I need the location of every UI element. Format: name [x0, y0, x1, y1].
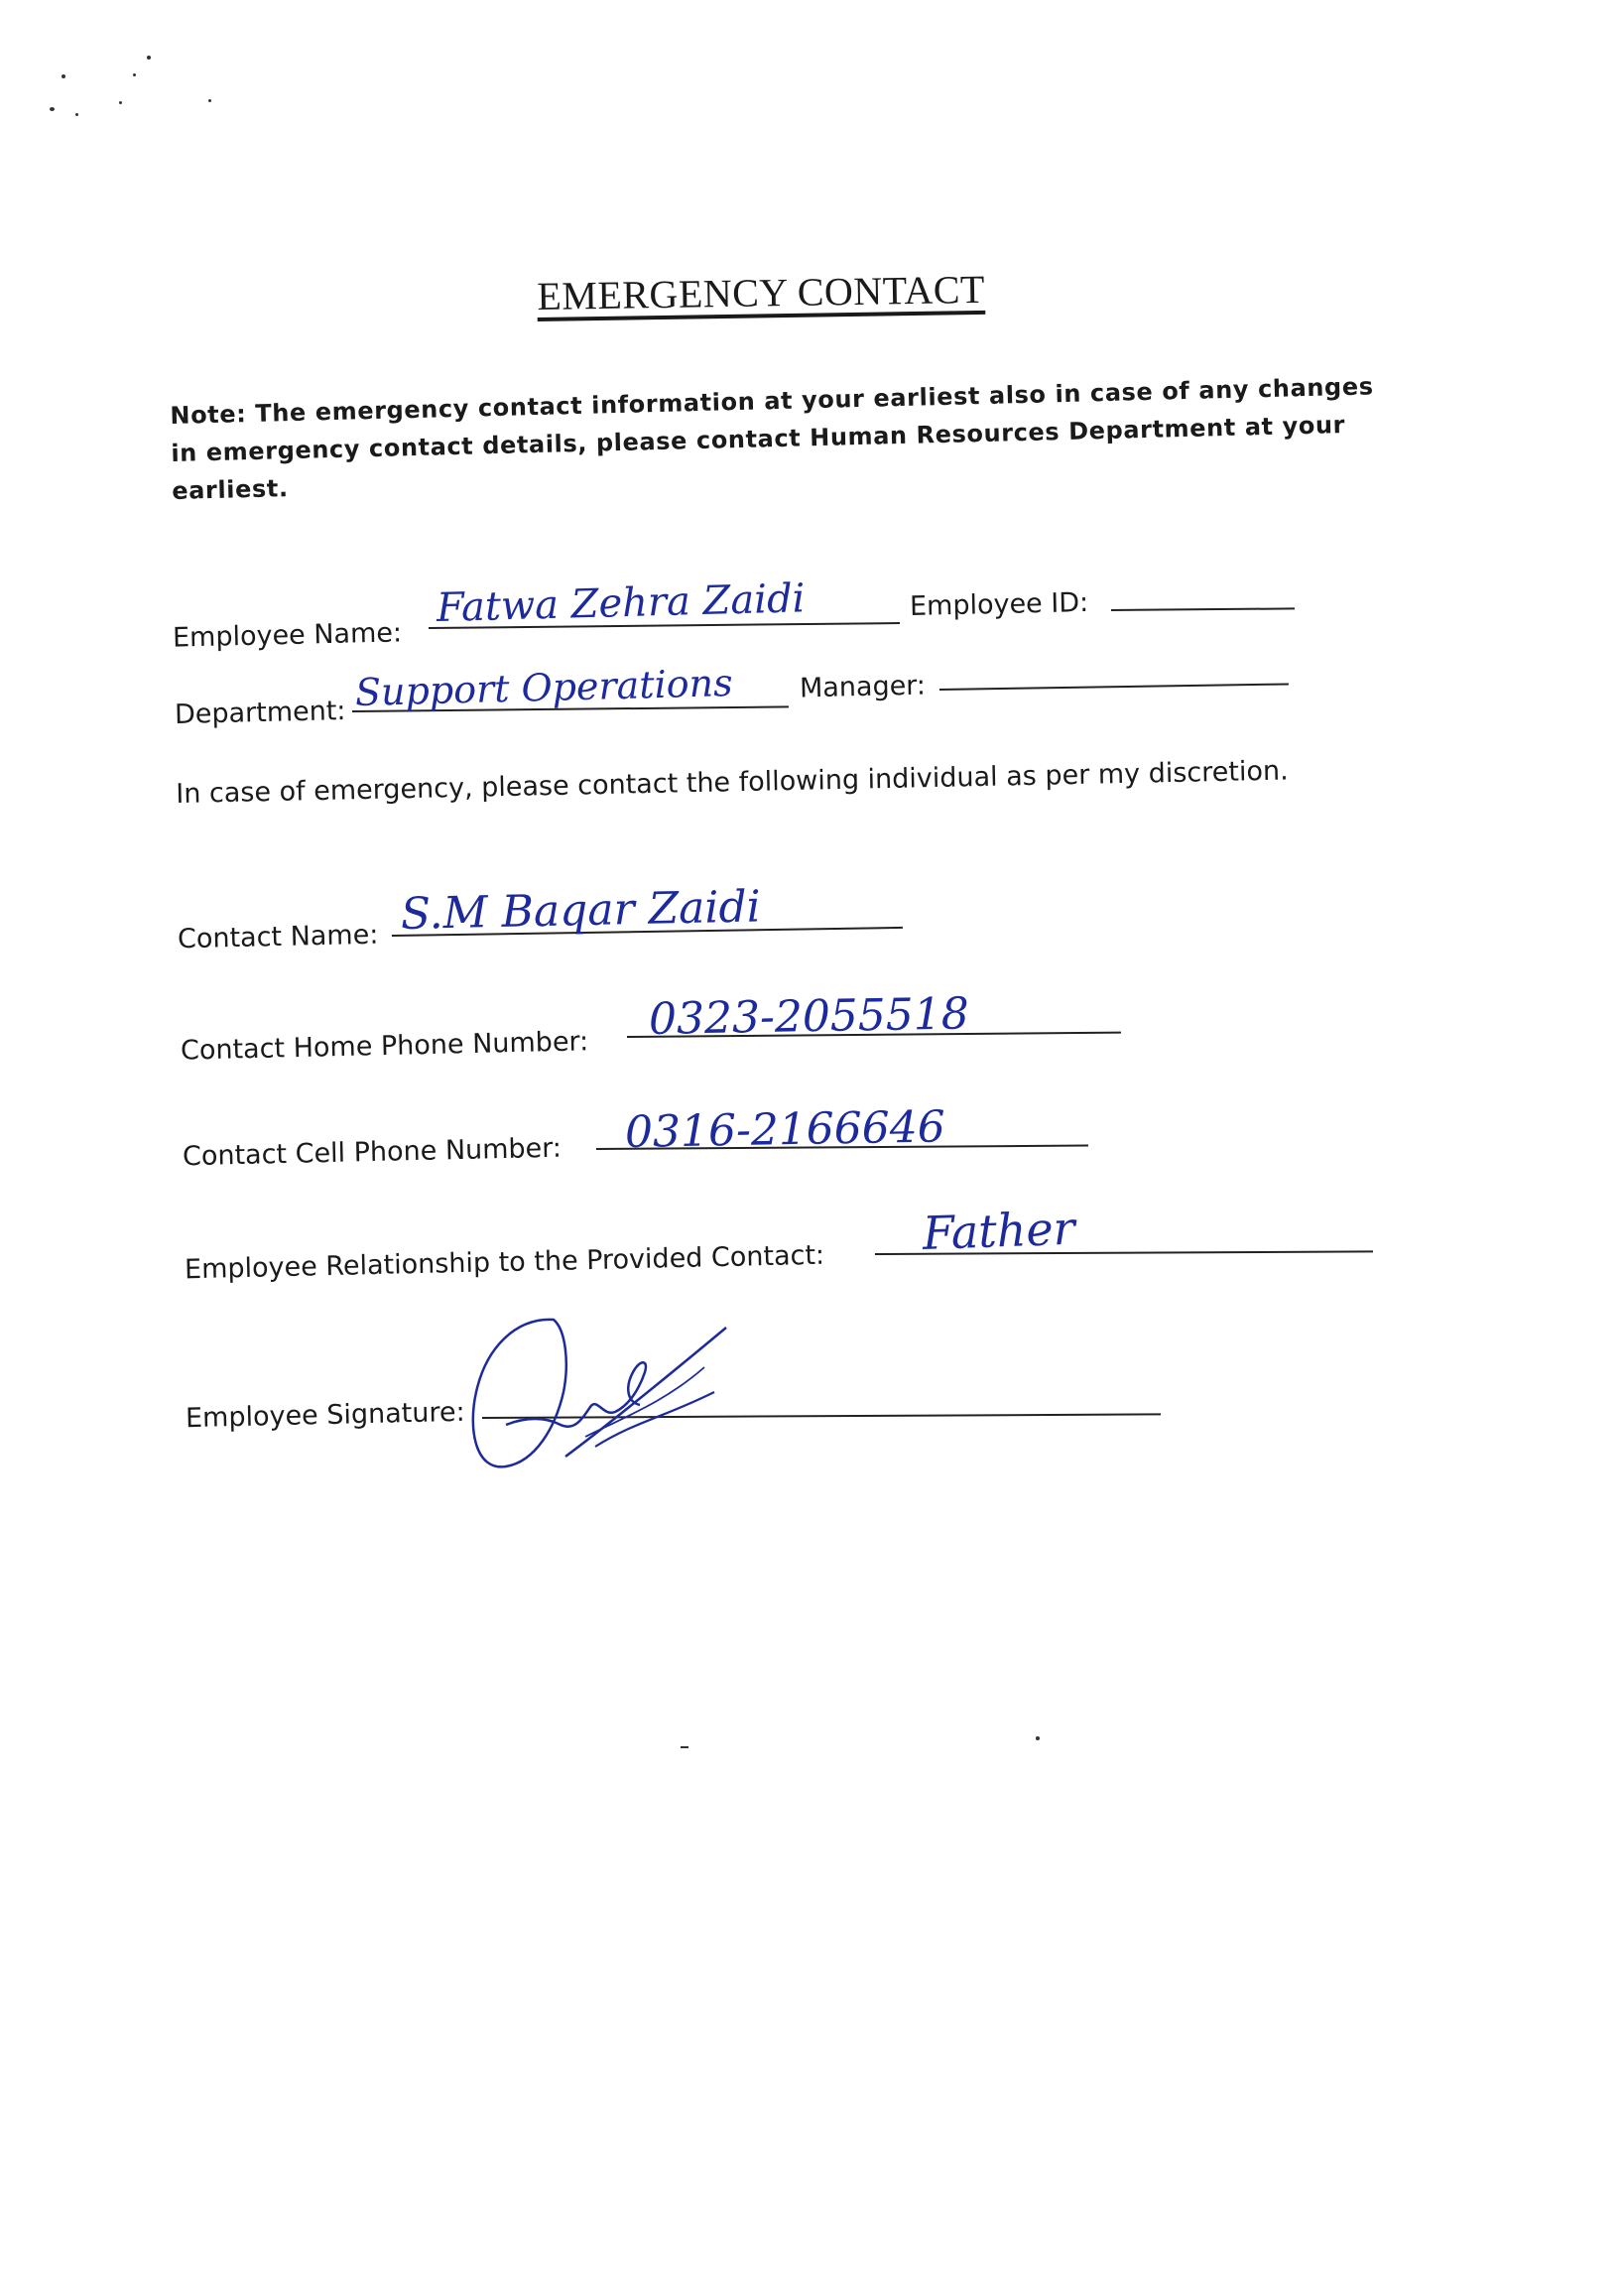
department-value: Support Operations [354, 661, 734, 714]
cell-phone-label: Contact Cell Phone Number: [182, 1132, 562, 1173]
employee-id-label: Employee ID: [909, 586, 1089, 623]
employee-name-value: Fatwa Zehra Zaidi [436, 575, 806, 631]
instruction-text: In case of emergency, please contact the following individual as per my discretion. [176, 755, 1289, 810]
home-phone-label: Contact Home Phone Number: [180, 1026, 589, 1067]
manager-label: Manager: [799, 670, 927, 704]
department-label: Department: [174, 696, 346, 730]
form-title: EMERGENCY CONTACT [537, 266, 986, 318]
relationship-value: Father [922, 1201, 1076, 1260]
employee-id-line[interactable] [1111, 607, 1295, 611]
relationship-label: Employee Relationship to the Provided Contact: [184, 1239, 825, 1286]
contact-name-label: Contact Name: [177, 919, 379, 955]
home-phone-value: 0323-2055518 [648, 988, 970, 1045]
signature-scribble-icon [466, 1308, 734, 1486]
cell-phone-value: 0316-2166646 [624, 1101, 946, 1158]
contact-name-value: S.M Baqar Zaidi [400, 881, 762, 940]
form-note: Note: The emergency contact information at your earliest also in case of any changes in emergency contact details, please contact Human Resources Department at your earliest. [170, 372, 1374, 505]
signature-label: Employee Signature: [185, 1396, 465, 1435]
employee-name-label: Employee Name: [172, 617, 403, 654]
manager-line[interactable] [939, 683, 1289, 691]
